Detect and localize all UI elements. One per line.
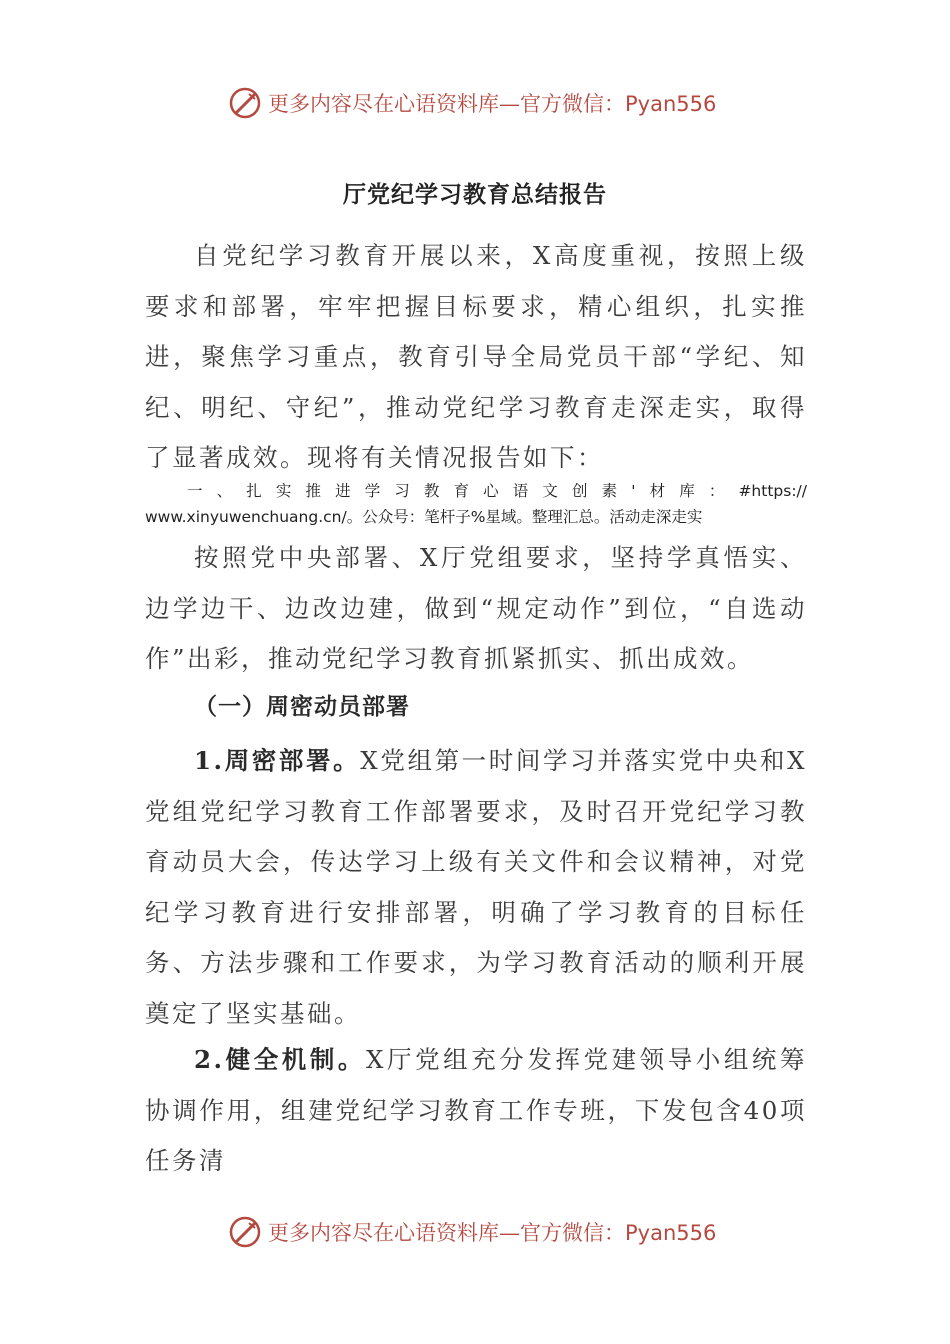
intro-paragraph: 自党纪学习教育开展以来，X高度重视，按照上级要求和部署，牢牢把握目标要求，精心组织，扎实推进，聚焦学习重点，教育引导全局党员干部“学纪、知纪、明纪、守纪”，推动党纪学习教育走深走实，取得了显著成效。现将有关情况报告如下： <box>145 241 807 472</box>
item2-lead: 2.健全机制。 <box>194 1045 366 1074</box>
watermark-text: 更多内容尽在心语资料库—官方微信：Pyan556 <box>268 92 717 116</box>
subsection1-heading: （一）周密动员部署 <box>194 693 410 720</box>
watermark-text: 更多内容尽在心语资料库—官方微信：Pyan556 <box>268 1221 717 1245</box>
item2-body: X厅党组充分发挥党建领导小组统筹协调作用，组建党纪学习教育工作专班，下发包含40项任务清 <box>145 1045 807 1175</box>
section1-heading-line2: www.xinyuwenchuang.cn/。公众号：笔杆子%星域。整理汇总。活动走深走实 <box>145 508 703 526</box>
pen-in-circle-icon <box>228 1215 262 1249</box>
item1-paragraph <box>145 736 807 1039</box>
item1-body: X党组第一时间学习并落实党中央和X党组党纪学习教育工作部署要求，及时召开党纪学习教育动员大会，传达学习上级有关文件和会议精神，对党纪学习教育进行安排部署，明确了学习教育的目标任务、方法步骤和工作要求，为学习教育活动的顺利开展奠定了坚实基础。 <box>145 746 808 1028</box>
watermark-banner-top <box>228 83 748 123</box>
section1-body: 按照党中央部署、X厅党组要求，坚持学真悟实、边学边干、边改边建，做到“规定动作”到位，“自选动作”出彩，推动党纪学习教育抓紧抓实、抓出成效。 <box>145 543 807 673</box>
page-title: 厅党纪学习教育总结报告 <box>343 181 607 208</box>
wechat-id: Pyan556 <box>625 1221 717 1245</box>
watermark-banner-bottom <box>228 1212 748 1252</box>
item2-paragraph <box>145 1035 807 1187</box>
section1-heading <box>145 478 807 530</box>
pen-in-circle-icon <box>228 86 262 120</box>
section1-heading-line1: 一、扎实推进学习教育心语文创素'材库：#https:// <box>187 482 807 500</box>
wechat-id: Pyan556 <box>625 92 717 116</box>
item1-lead: 1.周密部署。 <box>194 746 361 775</box>
